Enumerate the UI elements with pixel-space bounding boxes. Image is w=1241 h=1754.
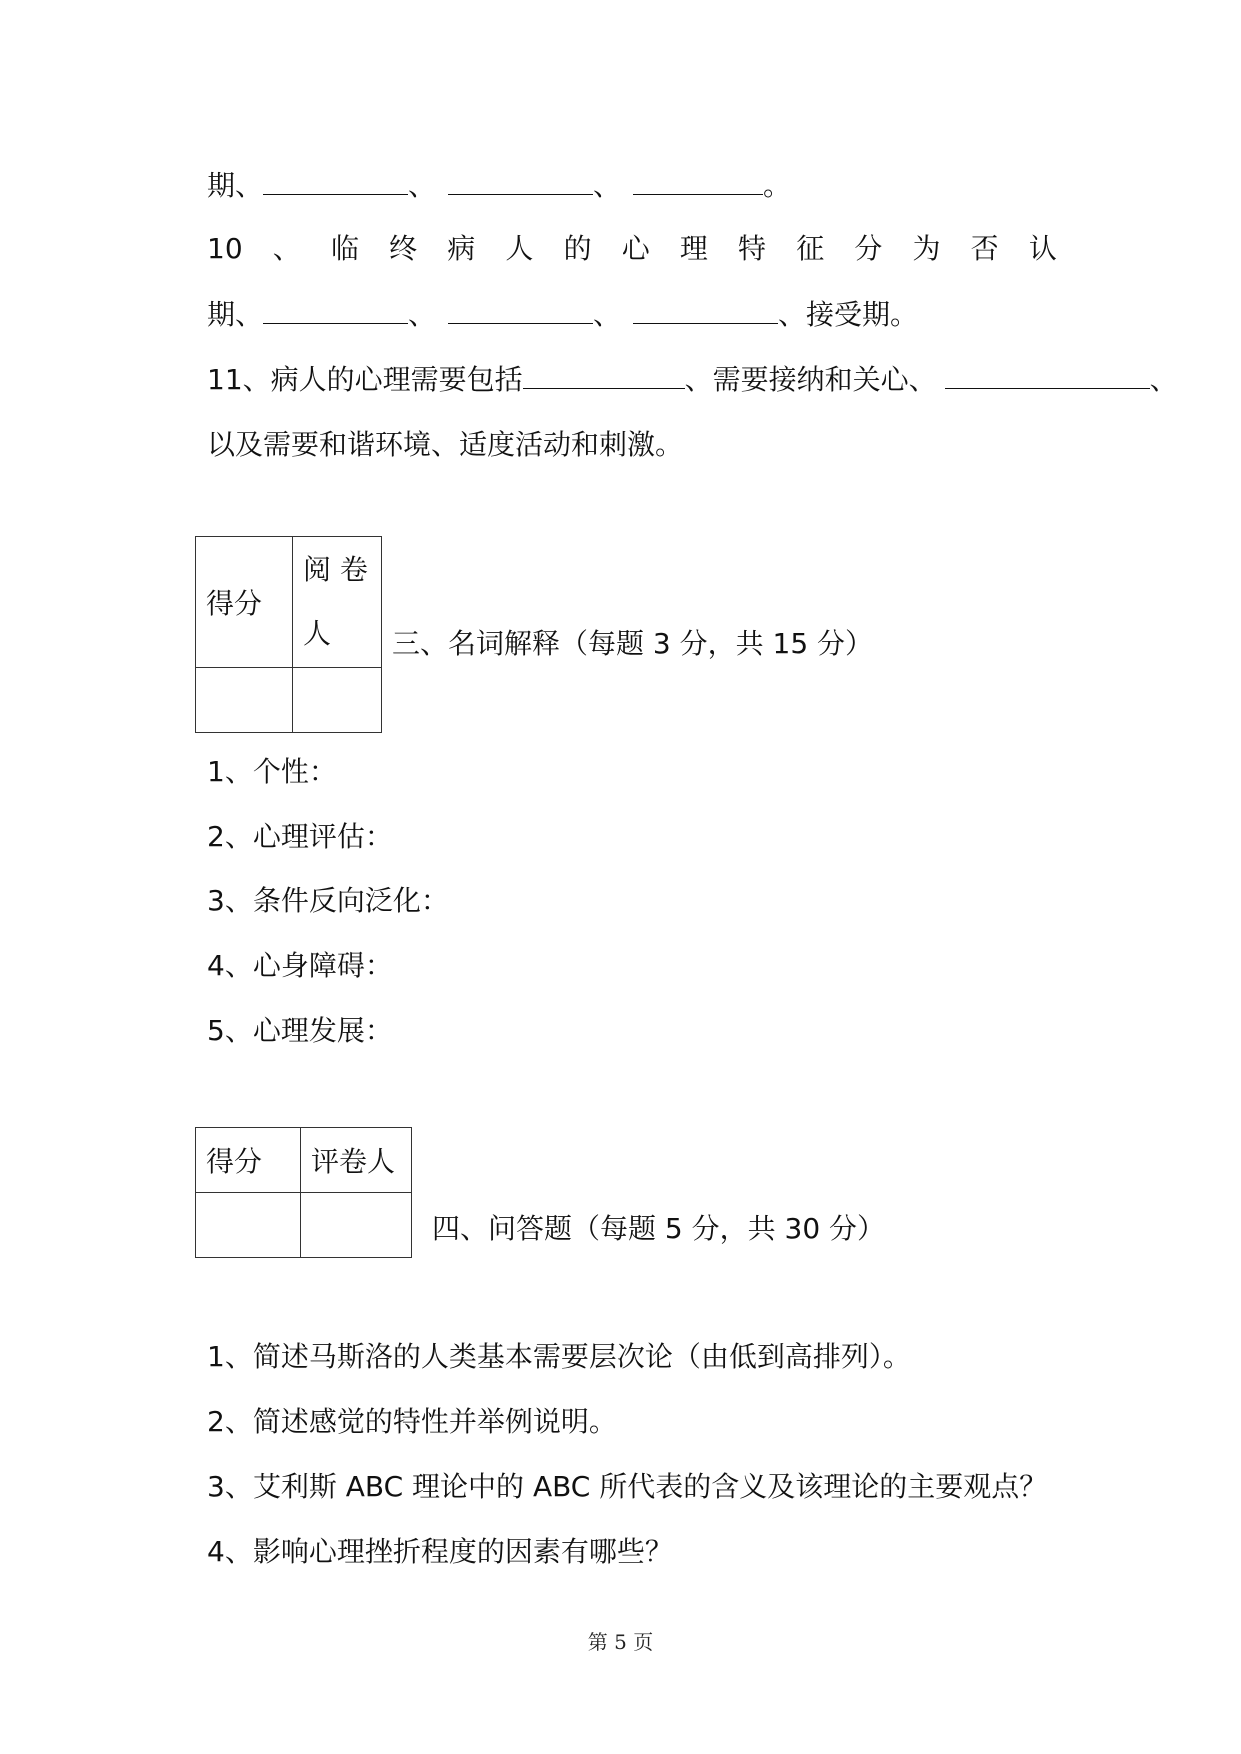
- q10-char: 否: [970, 232, 999, 265]
- section3-score-table: [195, 536, 382, 733]
- section4-item-4: 4、影响心理挫折程度的因素有哪些？: [207, 1535, 673, 1568]
- q10-char: 认: [1028, 232, 1057, 265]
- section3-grader-label-line2: 人: [303, 617, 332, 650]
- q11-blank-1[interactable]: [523, 360, 685, 389]
- section4-score-label: 得分: [196, 1128, 301, 1193]
- q11-question-line: [207, 360, 1178, 400]
- q9-blank-2[interactable]: [448, 166, 593, 195]
- section3-item-5: 5、心理发展：: [207, 1014, 393, 1047]
- q11-prefix: 11、病人的心理需要包括: [207, 363, 523, 396]
- q9-blank-line: [207, 166, 791, 206]
- section4-item-2: 2、简述感觉的特性并举例说明。: [207, 1405, 617, 1438]
- q10-char: 人: [505, 232, 534, 265]
- section3-item-3: 3、条件反向泛化：: [207, 884, 449, 917]
- section4-grader-cell[interactable]: [301, 1193, 412, 1258]
- q11-suffix: 、: [1149, 363, 1178, 396]
- section4-item-1: 1、简述马斯洛的人类基本需要层次论（由低到高排列）。: [207, 1340, 911, 1373]
- section3-score-label: 得分: [196, 537, 293, 668]
- section4-score-cell[interactable]: [196, 1193, 301, 1258]
- q9-sep-2: 、: [593, 169, 622, 202]
- q9-sep-1: 、: [408, 169, 437, 202]
- section3-item-2: 2、心理评估：: [207, 820, 393, 853]
- section4-score-table: [195, 1127, 412, 1258]
- q10-char: 征: [796, 232, 825, 265]
- q10-char: 理: [679, 232, 708, 265]
- q10-char: 10: [207, 232, 243, 265]
- q10-end-text: 、接受期。: [778, 298, 919, 331]
- q10-blank-1[interactable]: [263, 295, 408, 324]
- q10-char: 、: [272, 232, 301, 265]
- q10-char: 特: [738, 232, 767, 265]
- q9-blank-3[interactable]: [633, 166, 763, 195]
- q10-char: 分: [854, 232, 883, 265]
- q10-char: 终: [389, 232, 418, 265]
- q10-blank-2[interactable]: [448, 295, 593, 324]
- section3-item-1: 1、个性：: [207, 755, 337, 788]
- section4-title: 四、问答题（每题 5 分，共 30 分）: [432, 1212, 886, 1245]
- section4-item-3: 3、艾利斯 ABC 理论中的 ABC 所代表的含义及该理论的主要观点？: [207, 1470, 1048, 1503]
- q9-end-text: 。: [763, 169, 792, 202]
- q10-sep-2: 、: [593, 298, 622, 331]
- q10-question-line: [207, 229, 1057, 269]
- section3-score-cell[interactable]: [196, 668, 293, 733]
- q11-line-2: 以及需要和谐环境、适度活动和刺激。: [207, 428, 684, 461]
- section3-title: 三、名词解释（每题 3 分，共 15 分）: [392, 627, 874, 660]
- page-number: 第 5 页: [587, 1630, 654, 1654]
- q9-start-text: 期、: [207, 169, 264, 202]
- q10-char: 为: [912, 232, 941, 265]
- section3-grader-cell[interactable]: [293, 668, 382, 733]
- section3-item-4: 4、心身障碍：: [207, 949, 393, 982]
- section4-grader-label: 评卷人: [301, 1128, 412, 1193]
- section3-grader-label-line1: 阅 卷: [303, 553, 368, 586]
- section3-grader-label: [293, 537, 382, 668]
- q9-blank-1[interactable]: [263, 166, 408, 195]
- q10-char: 的: [563, 232, 592, 265]
- q10-blank-3[interactable]: [633, 295, 778, 324]
- q10-char: 心: [621, 232, 650, 265]
- q11-middle: 、需要接纳和关心、: [684, 363, 937, 396]
- q10-char: 病: [447, 232, 476, 265]
- q10-start-text: 期、: [207, 298, 264, 331]
- q10-sep-1: 、: [408, 298, 437, 331]
- q10-blank-line: [207, 295, 918, 335]
- q11-blank-2[interactable]: [945, 360, 1150, 389]
- q10-char: 临: [330, 232, 359, 265]
